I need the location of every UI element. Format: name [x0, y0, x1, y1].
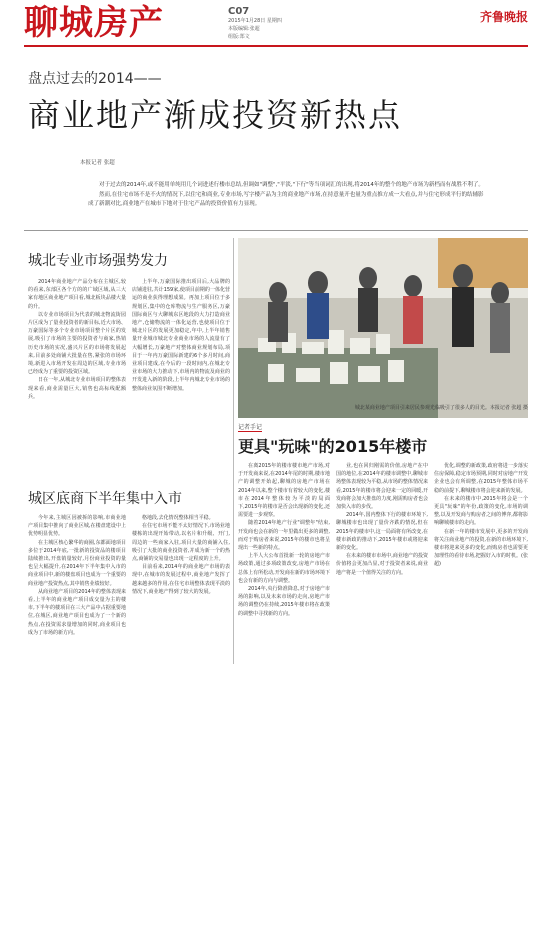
- section-heading: 更具"玩味"的2015年楼市: [238, 437, 428, 456]
- section1-col1: [28, 278, 126, 478]
- paragraph: 从商业地产项目的2014年的整体表现来看,上半年的商业地产项目成交量为主的楼市,下半年的楼项目在三大产品中占据重要地位,在城区,商业地产项目也成为了一个新的热点,在投资需求量增加的同时,商业项目也成为了市场的新方向。: [28, 588, 126, 636]
- date-line: 2015年1月28日 星期四: [228, 18, 282, 24]
- paragraph: 2014年商业地产产品分布在主城区,较的看来,东部区各个方的的广域区域,从三大家有地区商业地产项目看,城北板块品楼大量的升。: [28, 279, 126, 310]
- news-photo: [238, 238, 528, 418]
- section2-col2: [132, 514, 230, 664]
- paragraph: 在主城区核心繁华的商圈,东都面地项目多位于2014年底,一批新的投资品的楼项目陆续推出,开盘销量较好,月份商业投资的量也呈大幅提升,在2014年下半年集中入市的商业项目中,新的楼盘项目也成为一个重要的商业地产投资热点,其中销售业绩较好。: [28, 539, 126, 587]
- masthead-meta: [228, 6, 282, 41]
- paragraph: 业,也在回归刚需的价值,房地产在中国的地位,在2014年的楼市调整中,聊城市场整体表现较为平稳,从市场的整体情况来看,2015年的楼市将会迎来一定的回暖,开发商将会加大推盘的力度,刚需购房者也会加快入市的步伐。: [336, 463, 428, 511]
- lead-paragraph: 对于过去的2014年,或不能用单纯用几个词进述行楼市总结,但调如"调整","平淡,"下行"等当项词汇的出现,将2014年的整个的地产市场为新档而有战胜不利了。: [99, 182, 484, 188]
- section3-col1: [238, 462, 330, 662]
- lead-paragraph: 然而,在住宅市场不是不火的情况下,以住宅和商业,专业市场,写字楼产品为主的商业地产市场,在持意量开也量为重点推方成一大看点,并与住宅形成平行的结辅影成了新潮对比,商业地产在城市下地对于住宅产品的投资价值有力显现。: [88, 191, 484, 207]
- paragraph: 随着2014年地产行业"调整年"结束,开发商也会在新的一年里做出更多的调整,而对于购房者来说,2015年的楼市也将呈现出一些新的特点。: [238, 520, 330, 552]
- divider: [24, 230, 528, 231]
- paragraph: 格地段,去化情况整体相当平稳。: [142, 515, 214, 521]
- paragraph: 在未来的楼市中,2015年将会是一个更具"玩味"的年份,政策的变化,市场的调整,以及开发商与购房者之间的博弈,都将影响聊城楼市的走向。: [434, 495, 528, 527]
- photo-caption: 城北某商业地产项目引来居民参观光临吸引了很多人的目光。本报记者 张超 摄: [354, 405, 528, 411]
- section2-col1: [28, 514, 126, 664]
- paragraph: 2014年,央行降准降息,对于房地产市场的影响,以及未来市场的走向,房地产市场的调整仍在持续,2015年楼市将在政策的调整中寻找新的方向。: [238, 586, 330, 617]
- section3-col2: [336, 462, 428, 662]
- photo-illustration: [238, 238, 528, 418]
- masthead-title: 聊城房产: [24, 3, 164, 43]
- column-divider: [233, 238, 234, 664]
- column-tag: 记者手记: [238, 424, 263, 431]
- paragraph: 目前看来,2014年的商业地产市场的表现中,在城市的发展过程中,商业地产发挥了越来越多的作用,在住宅市场整体表现平淡的情况下,商业地产得到了较大的发展。: [132, 564, 230, 595]
- editor-line: 本版编辑:张超: [228, 26, 260, 32]
- section1-col2: [132, 278, 230, 478]
- masthead-rule: [24, 45, 528, 47]
- lead-paragraphs: [88, 181, 488, 210]
- section3-col3: [434, 462, 528, 662]
- headline: 商业地产渐成投资新热点: [28, 96, 403, 134]
- page-number: C07: [228, 6, 250, 17]
- section-heading: 城北专业市场强势发力: [28, 253, 168, 269]
- paragraph: 在住宅市场不能不太好情况下,市场业地楼栋的出现开始带动,以名片和升级、开门,周边的一些商家入驻,项目大量的商铺入住,吸引了大批的商业投资者,并成为新一个的热点,商铺的交易量也出现一定程度的上升。: [132, 523, 230, 563]
- paragraph: 上半年,万豪国际推出项目后,大品牌的店铺进驻,共计159家,使项目前期的一体化营运的商业获得理想成果。再加上项目位于多规划区,集中的仓库物流与生产服务区,万豪国际商区与大聊城东区地段的大力打造商业地产,仓储物流的一体化运营,也使项目位于城北片区的发展更加稳定,年中,上半年销售量开业城市城北专业商业市场的人流量有了大幅增长,万豪地产对整体商业规划布局,项目于一年内万豪国际新建的6个多月时间,商业项目建成,在今后的一段时间内,在城北专业市场的大力推动下,市场内的物流及商业的开发进入新的阶段,上半年内城北专业市场的整体商业氛围不断增加。: [132, 279, 230, 392]
- paragraph: 今年来,主城区因被拆的影响,市商业地产项目集中推向了商业区城,在楼盘建设中上优势明显优势。: [28, 515, 126, 538]
- newspaper-logo: 齐鲁晚报: [479, 10, 528, 24]
- paragraph: 日在一年,从城北专业市场项目的整体表现来看,商业需量巨大,销售也高标线配额兵。: [28, 377, 126, 400]
- section-heading: 城区底商下半年集中入市: [28, 491, 182, 507]
- paragraph: 2014年,国内整体下行的楼市环境下,聊城楼市也出现了量价齐跌的情况,但在2015年的楼市中,这一局面将有所改变,在楼市新政的推动下,2015年楼市或将迎来新的变化。: [336, 512, 428, 552]
- paragraph: 在未来的楼市市场中,商业地产的投资价值将会更加凸显,对于投资者来说,商业地产将是一个值得关注的方向。: [336, 553, 428, 576]
- paragraph: 以专业市场项目为代表的城北物流街园片区成为了量业投资者的新目标,近大市场、万豪国际等多个专业市场项目整个片区的发展,吸引了市场的主要的投资者与商家,热销历史市场的实况,盛兴片区的市场将发展起来,目前多处商铺大批量在售,紧张的市场环境,新进入市场开发在周边的区域,专业市场已经成为了重要的投资区域。: [28, 311, 126, 376]
- paragraph: 在离2015年的楼市楼市地产市场,对于开发商来说,在2014年尾的时期,楼市地产的调整开始起,聊城的房地产市场在2014年以来,整个楼市有着较大的变化,楼市在2014年整体较为平淡的局面下,2015年的楼市是否会出现新的变化,还需要进一步观察。: [238, 463, 330, 519]
- paragraph: 上半人大公布首批新一轮的房地产市场政策,通过多项政策改变,房地产市场在总体上有所松动,开发商在新的市场环境下也会有新的方向与调整。: [238, 553, 330, 584]
- byline: 本报记者 张超: [80, 160, 115, 166]
- paragraph: 在新一年的楼市发展中,更多的开发商将关注商业地产的投资,在新的市场环境下,楼市将迎来更多的变化,而购房者也需要更加理性的看待市场,把握好入市的时机。(张超): [434, 528, 528, 568]
- kicker: 盘点过去的2014——: [28, 71, 162, 87]
- paragraph: 优化,调整的新政策,政府将进一步落实住房保障,稳定市场预期,同时对房地产开发企业也会有所调整,在2015年整体市场平稳的前提下,聊城楼市将会迎来新的发展。: [434, 463, 528, 494]
- proof-line: 组版:郑文: [228, 34, 250, 40]
